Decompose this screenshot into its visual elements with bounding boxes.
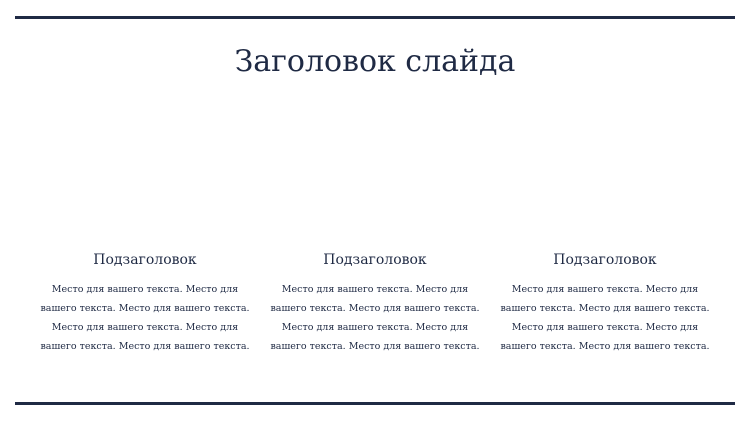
- slide-title[interactable]: Заголовок слайда: [234, 44, 516, 79]
- column-1-heading[interactable]: Подзаголовок: [93, 252, 197, 268]
- top-divider: [15, 16, 735, 19]
- column-2: [270, 250, 480, 356]
- column-1: [40, 250, 250, 356]
- column-1-body[interactable]: Место для вашего текста. Место для вашего текста. Место для вашего текста. Место для вашего текста. Место для вашего текста. Место для вашего текста.: [40, 284, 250, 352]
- bottom-divider: [15, 402, 735, 405]
- column-3-body[interactable]: Место для вашего текста. Место для вашего текста. Место для вашего текста. Место для вашего текста. Место для вашего текста. Место для вашего текста.: [500, 284, 710, 352]
- column-2-body[interactable]: Место для вашего текста. Место для вашего текста. Место для вашего текста. Место для вашего текста. Место для вашего текста. Место для вашего текста.: [270, 284, 480, 352]
- column-3-heading[interactable]: Подзаголовок: [553, 252, 657, 268]
- column-2-heading[interactable]: Подзаголовок: [323, 252, 427, 268]
- content-columns: [40, 250, 710, 356]
- column-3: [500, 250, 710, 356]
